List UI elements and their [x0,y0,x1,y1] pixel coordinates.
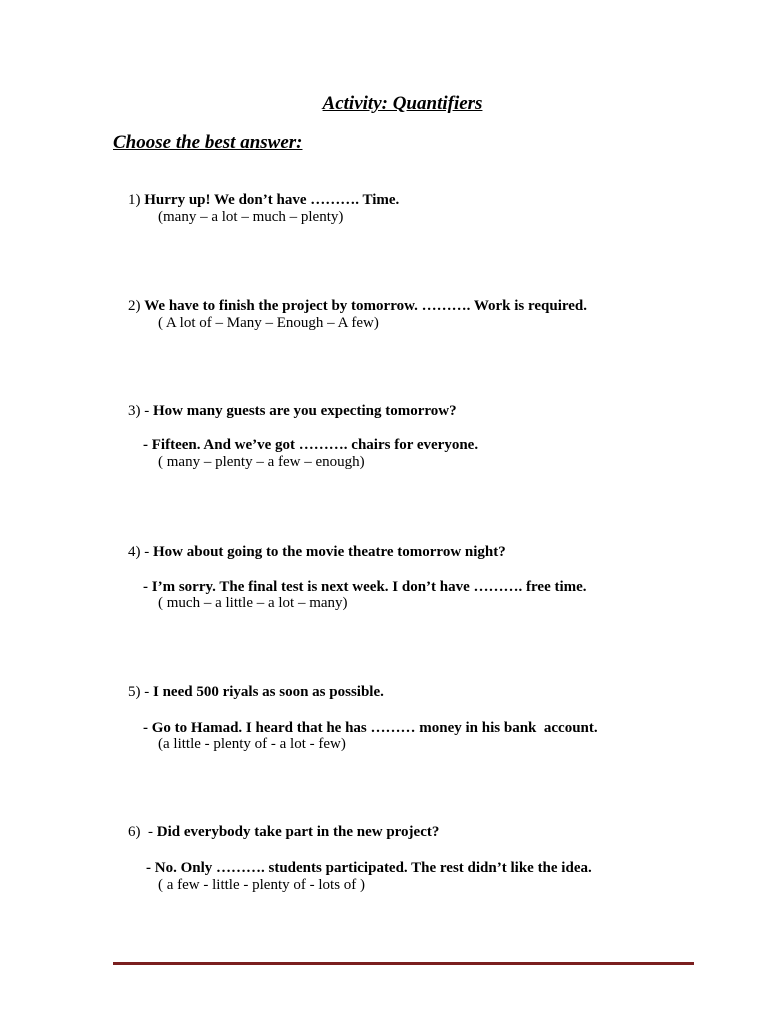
question-number: 3) - [128,403,153,419]
reply-text: I’m sorry. The final test is next week. I don’t have ………. free time. [151,579,587,595]
reply-text: Fifteen. And we’ve got ………. chairs for everyone. [151,437,479,453]
footer-rule [113,962,694,965]
reply-dash: - [143,720,152,736]
question-text: How about going to the movie theatre tomorrow night? [153,544,506,560]
question-text: Did everybody take part in the new project? [156,824,440,840]
question-4-options: ( much – a little – a lot – many) [158,595,348,611]
reply-dash: - [146,860,155,876]
question-number: 1) [128,192,145,208]
question-number: 4) - [128,544,153,560]
question-text: How many guests are you expecting tomorrow? [153,403,457,419]
question-number: 5) - [128,684,153,700]
reply-dash: - [143,437,152,453]
question-text: I need 500 riyals as soon as possible. [153,684,384,700]
question-text: We have to finish the project by tomorrow. ………. Work is required. [144,298,588,314]
question-1-options: (many – a lot – much – plenty) [158,209,344,225]
instruction-heading: Choose the best answer: [113,132,303,153]
question-number: 6) - [128,824,157,840]
question-2-options: ( A lot of – Many – Enough – A few) [158,315,379,331]
question-5-options: (a little - plenty of - a lot - few) [158,736,346,752]
question-3-options: ( many – plenty – a few – enough) [158,454,365,470]
question-number: 2) [128,298,145,314]
question-6-options: ( a few - little - plenty of - lots of ) [158,877,366,893]
question-text: Hurry up! We don’t have ………. Time. [144,192,400,208]
reply-text: Go to Hamad. I heard that he has ……… money in his bank account. [151,720,598,736]
reply-dash: - [143,579,152,595]
page-title: Activity: Quantifiers [322,93,483,114]
reply-text: No. Only ………. students participated. The rest didn’t like the idea. [154,860,592,876]
